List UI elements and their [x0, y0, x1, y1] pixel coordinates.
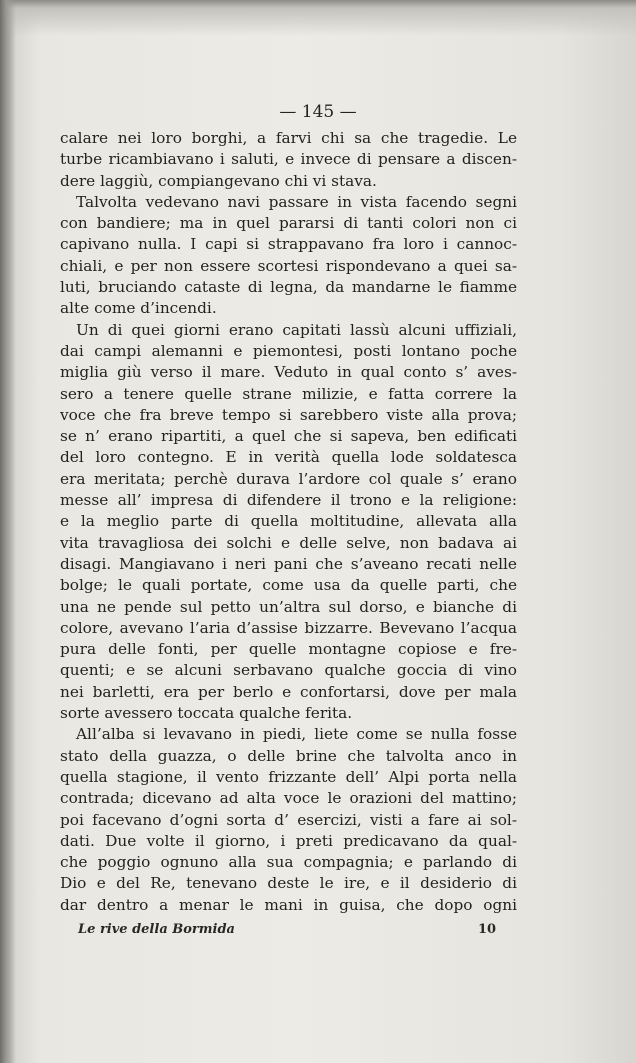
text-line: dere laggiù, compiangevano chi vi stava.: [60, 171, 377, 190]
text-line: nei barletti, era per berlo e confortarsi, dove per mala: [60, 682, 517, 701]
text-line: calare nei loro borghi, a farvi chi sa che tragedie. Le: [60, 129, 517, 147]
text-line: bolge; le quali portate, come usa da quelle parti, che: [60, 576, 517, 595]
text-line: turbe ricambiavano i saluti, e invece di pensare a discen-: [60, 150, 517, 169]
footer-signature-mark: 10: [478, 922, 497, 937]
text-line: Un di quei giorni erano capitati lassù alcuni uffiziali,: [76, 320, 517, 339]
text-line: All’alba si levavano in piedi, liete come se nulla fosse: [76, 725, 517, 744]
text-line: luti, bruciando cataste di legna, da mandarne le fiamme: [60, 278, 517, 297]
text-line: quenti; e se alcuni serbavano qualche goccia di vino: [60, 661, 517, 680]
text-line: una ne pende sul petto un’altra sul dorso, e bianche di: [60, 597, 517, 616]
text-line: con bandiere; ma in quel pararsi di tanti colori non ci: [60, 214, 517, 233]
text-line: Dio e del Re, tenevano deste le ire, e il desiderio di: [60, 874, 517, 893]
text-line: alte come d’incendi.: [60, 299, 217, 318]
text-line: dai campi alemanni e piemontesi, posti lontano poche: [60, 341, 517, 360]
scan-shadow-left: [0, 0, 16, 1063]
text-line: dati. Due volte il giorno, i preti predicavano da qual-: [60, 831, 517, 850]
text-line: se n’ erano ripartiti, a quel che si sapeva, ben edificati: [60, 427, 517, 446]
text-line: sero a tenere quelle strane milizie, e fatta correre la: [60, 384, 517, 403]
text-line: stato della guazza, o delle brine che talvolta anco in: [60, 746, 517, 765]
footer-book-title: Le rive della Bormida: [78, 922, 235, 937]
body-text: [60, 128, 517, 916]
text-line: e la meglio parte di quella moltitudine, allevata alla: [60, 512, 517, 531]
text-line: colore, avevano l’aria d’assise bizzarre. Bevevano l’acqua: [60, 618, 517, 637]
text-line: vita travagliosa dei solchi e delle selve, non badava ai: [60, 533, 517, 552]
text-line: dar dentro a menar le mani in guisa, che dopo ogni: [60, 895, 517, 914]
scan-shadow-top: [0, 0, 636, 36]
text-line: che poggio ognuno alla sua compagnia; e parlando di: [60, 853, 517, 872]
text-line: voce che fra breve tempo si sarebbero viste alla prova;: [60, 405, 517, 424]
text-line: messe all’ impresa di difendere il trono e la religione:: [60, 491, 517, 510]
text-line: pura delle fonti, per quelle montagne copiose e fre-: [60, 640, 517, 659]
text-line: sorte avessero toccata qualche ferita.: [60, 704, 353, 723]
text-line: chiali, e per non essere scortesi rispondevano a quei sa-: [60, 256, 517, 275]
text-line: miglia giù verso il mare. Veduto in qual conto s’ aves-: [60, 363, 517, 382]
text-line: del loro contegno. E in verità quella lode soldatesca: [60, 448, 517, 467]
page-number: — 145 —: [279, 102, 357, 122]
text-line: contrada; dicevano ad alta voce le orazioni del mattino;: [60, 789, 517, 808]
text-line: era meritata; perchè durava l’ardore col quale s’ erano: [60, 469, 517, 488]
text-line: Talvolta vedevano navi passare in vista facendo segni: [76, 192, 517, 211]
text-line: capivano nulla. I capi si strappavano fra loro i cannoc-: [60, 235, 517, 254]
text-line: poi facevano d’ogni sorta d’ esercizi, visti a fare ai sol-: [60, 810, 517, 829]
text-line: quella stagione, il vento frizzante dell’ Alpi porta nella: [60, 767, 517, 786]
text-line: disagi. Mangiavano i neri pani che s’aveano recati nelle: [60, 554, 517, 573]
